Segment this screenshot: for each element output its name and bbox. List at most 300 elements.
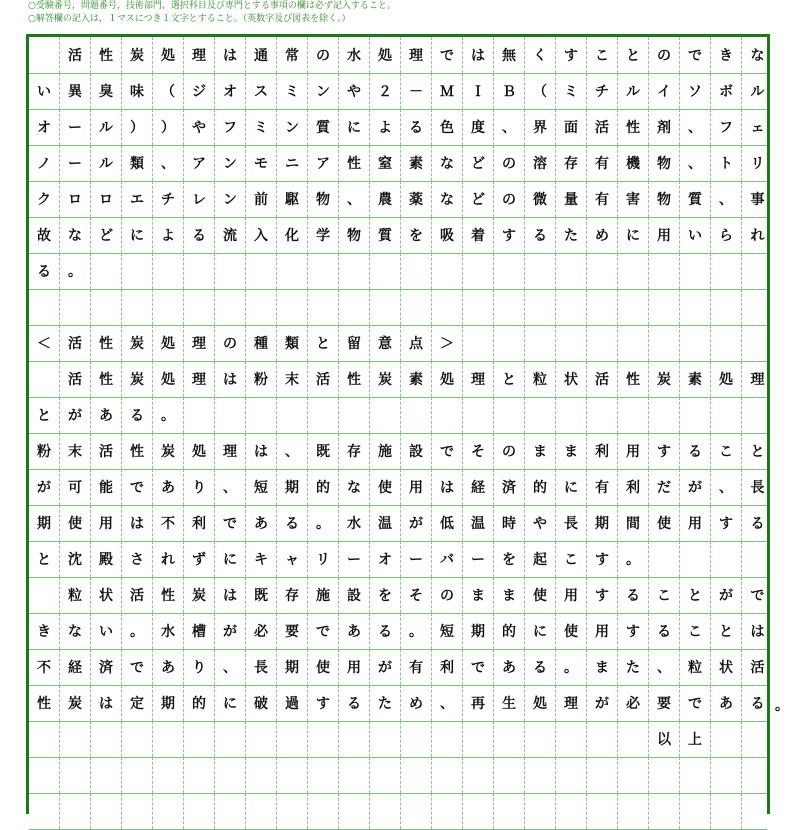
grid-cell: 期 [153, 685, 184, 721]
grid-cell: 類 [277, 325, 308, 361]
grid-cell [680, 253, 711, 289]
grid-cell: 済 [494, 469, 525, 505]
grid-cell [494, 397, 525, 433]
grid-cell: レ [184, 181, 215, 217]
grid-cell: な [60, 613, 91, 649]
grid-cell: ン [277, 109, 308, 145]
grid-cell [91, 289, 122, 325]
grid-cell: 有 [587, 469, 618, 505]
grid-cell: 着 [463, 217, 494, 253]
grid-cell: に [618, 217, 649, 253]
grid-cell: あ [494, 649, 525, 685]
grid-cell: で [122, 469, 153, 505]
grid-row [29, 469, 767, 505]
grid-cell: こ [680, 613, 711, 649]
grid-cell: す [618, 613, 649, 649]
grid-row [29, 181, 767, 217]
grid-cell [432, 757, 463, 793]
grid-cell: 、 [649, 649, 680, 685]
grid-cell: り [184, 649, 215, 685]
grid-cell: す [711, 505, 742, 541]
grid-cell [122, 757, 153, 793]
grid-cell: 性 [91, 37, 122, 73]
grid-cell: 処 [370, 37, 401, 73]
grid-cell: ニ [277, 145, 308, 181]
grid-cell [153, 793, 184, 829]
grid-cell [711, 253, 742, 289]
grid-cell: オ [215, 73, 246, 109]
grid-cell: で [680, 685, 711, 721]
grid-cell [370, 289, 401, 325]
grid-cell: 状 [711, 649, 742, 685]
grid-cell [122, 793, 153, 829]
grid-cell: 可 [60, 469, 91, 505]
grid-cell: ま [556, 433, 587, 469]
grid-cell [680, 541, 711, 577]
grid-cell: 活 [60, 361, 91, 397]
grid-cell: 間 [618, 505, 649, 541]
grid-cell: 量 [556, 181, 587, 217]
grid-cell: 界 [525, 109, 556, 145]
grid-cell [556, 793, 587, 829]
grid-cell: Ｍ [432, 73, 463, 109]
grid-cell [401, 289, 432, 325]
grid-cell: 炭 [153, 433, 184, 469]
grid-cell: 。 [618, 541, 649, 577]
grid-cell: あ [153, 649, 184, 685]
grid-cell: 粒 [680, 649, 711, 685]
grid-cell: 時 [494, 505, 525, 541]
grid-cell [618, 721, 649, 757]
grid-cell: 経 [60, 649, 91, 685]
grid-cell: 設 [401, 433, 432, 469]
grid-cell: す [494, 217, 525, 253]
grid-cell: 起 [525, 541, 556, 577]
grid-cell [711, 757, 742, 793]
grid-cell: 利 [618, 469, 649, 505]
grid-cell: で [680, 37, 711, 73]
grid-cell [308, 793, 339, 829]
grid-cell: 炭 [649, 361, 680, 397]
grid-row [29, 541, 767, 577]
grid-cell [339, 757, 370, 793]
grid-cell: 、 [711, 469, 742, 505]
grid-cell: モ [246, 145, 277, 181]
grid-cell [122, 721, 153, 757]
grid-cell: 通 [246, 37, 277, 73]
grid-cell [742, 289, 773, 325]
grid-cell [246, 793, 277, 829]
grid-cell: と [494, 361, 525, 397]
grid-cell [463, 325, 494, 361]
grid-cell: や [525, 505, 556, 541]
grid-cell [618, 253, 649, 289]
grid-cell: 再 [463, 685, 494, 721]
grid-cell: の [494, 145, 525, 181]
grid-cell: 性 [339, 361, 370, 397]
grid-cell: 物 [339, 217, 370, 253]
grid-cell: 故 [29, 217, 60, 253]
grid-cell [308, 397, 339, 433]
grid-cell: リ [308, 541, 339, 577]
grid-row [29, 613, 767, 649]
grid-cell: 。 [153, 397, 184, 433]
grid-cell: ン [215, 181, 246, 217]
grid-cell: 期 [463, 613, 494, 649]
grid-cell [60, 793, 91, 829]
grid-cell: 前 [246, 181, 277, 217]
grid-cell [339, 289, 370, 325]
grid-cell: ミ [277, 73, 308, 109]
grid-cell: 農 [370, 181, 401, 217]
grid-cell [680, 757, 711, 793]
grid-cell: 性 [618, 109, 649, 145]
grid-cell: ミ [246, 109, 277, 145]
grid-cell: Ｂ [494, 73, 525, 109]
grid-cell: 期 [29, 505, 60, 541]
grid-cell: こ [711, 433, 742, 469]
grid-cell: 処 [184, 433, 215, 469]
grid-cell: 用 [649, 217, 680, 253]
grid-cell [494, 325, 525, 361]
grid-cell: あ [339, 613, 370, 649]
grid-cell: が [215, 613, 246, 649]
grid-cell: た [618, 649, 649, 685]
grid-cell [370, 793, 401, 829]
grid-cell [401, 793, 432, 829]
grid-cell: オ [370, 541, 401, 577]
grid-cell [308, 289, 339, 325]
grid-cell: 吸 [432, 217, 463, 253]
grid-cell: の [494, 181, 525, 217]
grid-cell [401, 757, 432, 793]
grid-cell: 活 [587, 361, 618, 397]
grid-cell: 設 [339, 577, 370, 613]
grid-cell: 使 [649, 505, 680, 541]
grid-cell: に [215, 685, 246, 721]
grid-cell [246, 397, 277, 433]
grid-cell: ま [587, 649, 618, 685]
grid-cell: ル [91, 145, 122, 181]
grid-cell: た [370, 685, 401, 721]
grid-cell [246, 289, 277, 325]
grid-cell: 温 [463, 505, 494, 541]
grid-cell [184, 721, 215, 757]
grid-row [29, 289, 767, 325]
grid-cell [711, 397, 742, 433]
grid-cell: さ [122, 541, 153, 577]
grid-cell: 活 [122, 577, 153, 613]
grid-cell [649, 793, 680, 829]
grid-cell: 必 [246, 613, 277, 649]
grid-cell: 剤 [649, 109, 680, 145]
grid-cell: と [308, 325, 339, 361]
grid-cell [29, 577, 60, 613]
grid-cell: る [29, 253, 60, 289]
grid-cell: 理 [184, 37, 215, 73]
grid-cell [29, 721, 60, 757]
grid-cell: が [60, 397, 91, 433]
grid-cell: ソ [680, 73, 711, 109]
grid-cell [29, 361, 60, 397]
grid-cell [525, 289, 556, 325]
grid-cell: （ [153, 73, 184, 109]
grid-cell [339, 721, 370, 757]
grid-cell: 沈 [60, 541, 91, 577]
grid-row [29, 325, 767, 361]
grid-cell: そ [463, 433, 494, 469]
grid-cell: 有 [401, 649, 432, 685]
instructions [28, 0, 788, 26]
grid-row [29, 73, 767, 109]
grid-cell: ＜ [29, 325, 60, 361]
grid-cell: 炭 [122, 361, 153, 397]
grid-cell: 的 [494, 613, 525, 649]
grid-cell [277, 253, 308, 289]
grid-cell: 利 [432, 649, 463, 685]
grid-cell: 定 [122, 685, 153, 721]
grid-cell: 不 [153, 505, 184, 541]
grid-cell: 施 [308, 577, 339, 613]
grid-cell [742, 253, 773, 289]
grid-cell: よ [153, 217, 184, 253]
grid-cell: 活 [60, 325, 91, 361]
grid-cell [525, 721, 556, 757]
grid-cell: 溶 [525, 145, 556, 181]
grid-cell [153, 757, 184, 793]
grid-cell: る [401, 109, 432, 145]
grid-cell: 類 [122, 145, 153, 181]
grid-cell: 事 [750, 192, 765, 208]
grid-cell: 、 [215, 469, 246, 505]
grid-cell: 使 [370, 469, 401, 505]
grid-cell: 活 [60, 37, 91, 73]
grid-cell: 的 [308, 469, 339, 505]
grid-cell: 性 [91, 325, 122, 361]
grid-cell [587, 397, 618, 433]
grid-cell: る [649, 613, 680, 649]
grid-cell: め [401, 685, 432, 721]
grid-cell: ジ [184, 73, 215, 109]
grid-cell: 活 [308, 361, 339, 397]
grid-cell: ボ [711, 73, 742, 109]
grid-cell: 期 [277, 469, 308, 505]
grid-cell: 炭 [122, 325, 153, 361]
grid-cell [463, 757, 494, 793]
grid-cell: 理 [463, 361, 494, 397]
grid-cell: る [618, 577, 649, 613]
grid-cell [432, 793, 463, 829]
grid-cell: す [308, 685, 339, 721]
grid-cell: 留 [339, 325, 370, 361]
grid-cell: 素 [680, 361, 711, 397]
grid-cell: 理 [184, 325, 215, 361]
grid-cell: 粒 [525, 361, 556, 397]
grid-cell: な [60, 217, 91, 253]
grid-cell: 性 [122, 433, 153, 469]
grid-cell: チ [153, 181, 184, 217]
grid-cell: こ [649, 577, 680, 613]
grid-cell: 性 [339, 145, 370, 181]
grid-cell: ロ [91, 181, 122, 217]
grid-cell: た [556, 217, 587, 253]
grid-cell [401, 253, 432, 289]
grid-cell: 。 [401, 613, 432, 649]
grid-cell: エ [122, 181, 153, 217]
grid-cell [463, 397, 494, 433]
grid-cell: ー [60, 109, 91, 145]
grid-cell [556, 757, 587, 793]
grid-row [29, 253, 767, 289]
grid-cell: ク [29, 181, 60, 217]
grid-cell [401, 721, 432, 757]
grid-cell: 過 [277, 685, 308, 721]
grid-cell: ェ [750, 120, 765, 136]
grid-cell: 水 [339, 505, 370, 541]
grid-cell: は [91, 685, 122, 721]
grid-cell: き [711, 37, 742, 73]
grid-cell [339, 253, 370, 289]
grid-cell: 温 [370, 505, 401, 541]
grid-cell: で [463, 649, 494, 685]
grid-cell: 面 [556, 109, 587, 145]
grid-cell [742, 793, 773, 829]
grid-cell: 活 [587, 109, 618, 145]
grid-cell: 処 [525, 685, 556, 721]
grid-cell [246, 757, 277, 793]
grid-cell: が [401, 505, 432, 541]
grid-cell: 的 [184, 685, 215, 721]
grid-cell: フ [215, 109, 246, 145]
grid-cell: 用 [680, 505, 711, 541]
grid-cell: 、 [711, 181, 742, 217]
grid-cell: 。 [308, 505, 339, 541]
grid-cell: こ [587, 37, 618, 73]
grid-cell [246, 253, 277, 289]
grid-cell: 粉 [246, 361, 277, 397]
grid-cell: す [649, 433, 680, 469]
grid-cell [215, 289, 246, 325]
grid-cell [525, 793, 556, 829]
grid-cell [742, 541, 773, 577]
grid-row [29, 397, 767, 433]
grid-cell: と [29, 541, 60, 577]
grid-cell: の [494, 433, 525, 469]
grid-cell [184, 757, 215, 793]
grid-cell: 処 [153, 361, 184, 397]
grid-cell [215, 253, 246, 289]
grid-cell: は [463, 37, 494, 73]
grid-cell [246, 721, 277, 757]
grid-cell: な [339, 469, 370, 505]
grid-cell [339, 793, 370, 829]
grid-cell [711, 541, 742, 577]
grid-cell: キ [246, 541, 277, 577]
grid-cell: 施 [370, 433, 401, 469]
grid-cell: ＞ [432, 325, 463, 361]
grid-cell: が [711, 577, 742, 613]
grid-cell: 短 [246, 469, 277, 505]
grid-cell [649, 289, 680, 325]
grid-cell: 性 [91, 361, 122, 397]
grid-cell: る [525, 217, 556, 253]
grid-cell [494, 721, 525, 757]
grid-cell: （ [525, 73, 556, 109]
grid-cell: は [215, 577, 246, 613]
grid-cell: ン [215, 145, 246, 181]
grid-cell: 物 [308, 181, 339, 217]
grid-cell: ま [525, 433, 556, 469]
grid-cell [432, 397, 463, 433]
grid-cell [184, 253, 215, 289]
grid-cell: る [750, 516, 765, 532]
grid-cell: ２ [370, 73, 401, 109]
grid-cell: 質 [308, 109, 339, 145]
grid-cell [153, 253, 184, 289]
grid-cell: 処 [432, 361, 463, 397]
grid-cell: 使 [525, 577, 556, 613]
grid-cell: ま [494, 577, 525, 613]
grid-cell: ル [618, 73, 649, 109]
grid-cell: 常 [277, 37, 308, 73]
answer-sheet [26, 34, 770, 814]
grid-cell: 経 [463, 469, 494, 505]
grid-cell [742, 757, 773, 793]
grid-cell: が [29, 469, 60, 505]
grid-cell: 意 [370, 325, 401, 361]
grid-cell: る [680, 433, 711, 469]
grid-cell: る [339, 685, 370, 721]
grid-cell: よ [370, 109, 401, 145]
grid-cell: な [750, 48, 765, 64]
grid-cell: 異 [60, 73, 91, 109]
grid-cell: 、 [680, 145, 711, 181]
grid-cell: 使 [60, 505, 91, 541]
grid-cell: 水 [153, 613, 184, 649]
grid-cell: 存 [556, 145, 587, 181]
grid-cell: 点 [401, 325, 432, 361]
grid-cell [215, 397, 246, 433]
grid-cell [277, 757, 308, 793]
grid-cell: 済 [91, 649, 122, 685]
grid-cell: い [29, 73, 60, 109]
grid-cell [618, 289, 649, 325]
grid-cell [742, 721, 773, 757]
grid-cell [587, 289, 618, 325]
grid-cell: 微 [525, 181, 556, 217]
grid-cell [432, 721, 463, 757]
grid-cell [370, 397, 401, 433]
grid-cell: で [432, 433, 463, 469]
grid-cell [153, 289, 184, 325]
grid-cell: 用 [401, 469, 432, 505]
grid-cell: 使 [308, 649, 339, 685]
grid-cell: に [525, 613, 556, 649]
grid-cell: ど [463, 181, 494, 217]
grid-cell: と [711, 613, 742, 649]
grid-cell: 色 [432, 109, 463, 145]
grid-row [29, 505, 767, 541]
grid-cell: 種 [246, 325, 277, 361]
grid-cell [587, 793, 618, 829]
grid-cell [463, 793, 494, 829]
grid-cell: バ [432, 541, 463, 577]
grid-cell: ト [711, 145, 742, 181]
grid-cell: 駆 [277, 181, 308, 217]
grid-row [29, 109, 767, 145]
grid-cell: 素 [401, 361, 432, 397]
grid-cell: 既 [308, 433, 339, 469]
